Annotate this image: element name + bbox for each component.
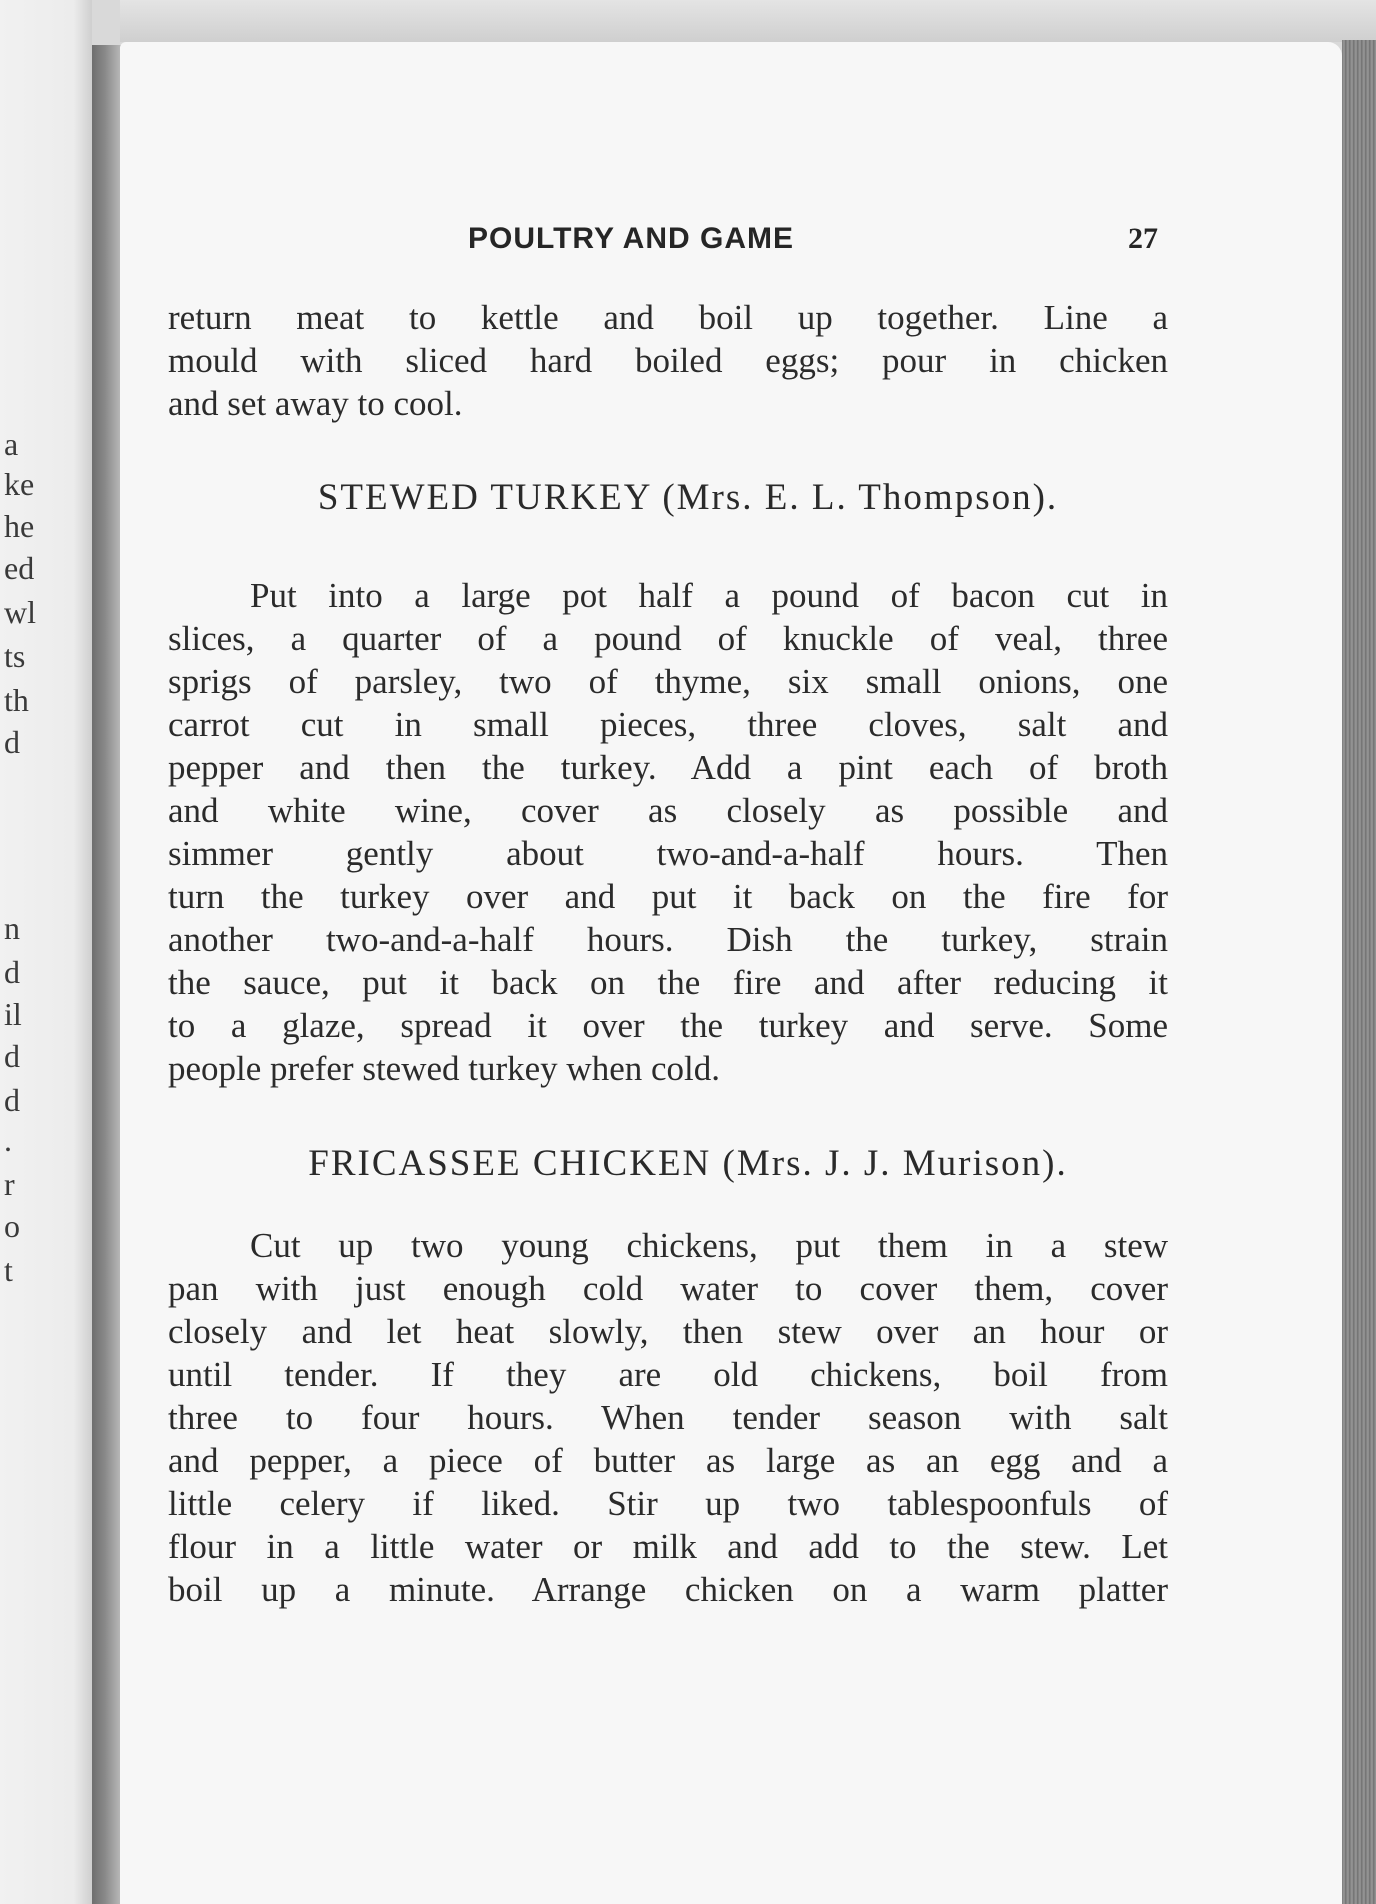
fragment: ke — [4, 466, 35, 502]
fragment: n — [4, 910, 20, 946]
previous-page-text-fragments — [0, 0, 92, 1904]
text-line: return meat to kettle and boil up together. Line a — [168, 298, 1168, 337]
text-line: to a glaze, spread it over the turkey and serve. Some — [168, 1006, 1168, 1045]
text-line: simmer gently about two-and-a-half hours. Then — [168, 834, 1168, 873]
stewed-turkey-paragraph — [168, 574, 1168, 1090]
text-line: the sauce, put it back on the fire and after reducing it — [168, 963, 1168, 1002]
fragment: r — [4, 1166, 15, 1202]
fragment: o — [4, 1208, 20, 1244]
stewed-turkey-heading: STEWED TURKEY (Mrs. E. L. Thompson). — [317, 477, 1059, 518]
book-fore-edge — [1342, 40, 1376, 1904]
text-line: three to four hours. When tender season with salt — [168, 1398, 1168, 1437]
text-line: Put into a large pot half a pound of bacon cut in — [250, 576, 1168, 615]
text-line: little celery if liked. Stir up two tablespoonfuls of — [168, 1484, 1168, 1523]
fragment: a — [4, 426, 19, 462]
running-head: POULTRY AND GAME — [468, 222, 795, 255]
text-line: pan with just enough cold water to cover them, cover — [168, 1269, 1168, 1308]
fragment: d — [4, 1082, 20, 1118]
fragment: th — [4, 682, 29, 718]
text-line: carrot cut in small pieces, three cloves, salt and — [168, 705, 1168, 744]
text-line: slices, a quarter of a pound of knuckle of veal, three — [168, 619, 1168, 658]
text-line: and white wine, cover as closely as possible and — [168, 791, 1168, 830]
fragment: ed — [4, 550, 35, 586]
intro-paragraph — [168, 296, 1168, 425]
fragment: d — [4, 724, 20, 760]
page-number: 27 — [1128, 222, 1158, 255]
text-line: and set away to cool. — [168, 384, 463, 423]
text-line: Cut up two young chickens, put them in a stew — [250, 1226, 1168, 1265]
fragment: wl — [4, 594, 36, 630]
fricassee-chicken-paragraph — [168, 1224, 1168, 1611]
text-line: another two-and-a-half hours. Dish the turkey, strain — [168, 920, 1168, 959]
text-line: flour in a little water or milk and add to the stew. Let — [168, 1527, 1168, 1566]
text-line: until tender. If they are old chickens, boil from — [168, 1355, 1168, 1394]
fragment: ts — [4, 638, 26, 674]
text-line: boil up a minute. Arrange chicken on a warm platter — [168, 1570, 1168, 1609]
text-line: sprigs of parsley, two of thyme, six small onions, one — [168, 662, 1168, 701]
fragment: d — [4, 1038, 20, 1074]
text-line: turn the turkey over and put it back on the fire for — [168, 877, 1168, 916]
text-line: pepper and then the turkey. Add a pint each of broth — [168, 748, 1168, 787]
fragment: . — [4, 1122, 12, 1158]
text-line: and pepper, a piece of butter as large as an egg and a — [168, 1441, 1168, 1480]
fragment: il — [4, 996, 22, 1032]
fragment: d — [4, 954, 20, 990]
book-top-edge — [120, 0, 1376, 42]
text-line: people prefer stewed turkey when cold. — [168, 1049, 721, 1088]
fricassee-chicken-heading: FRICASSEE CHICKEN (Mrs. J. J. Murison). — [308, 1143, 1068, 1184]
text-line: mould with sliced hard boiled eggs; pour in chicken — [168, 341, 1168, 380]
fragment: he — [4, 508, 35, 544]
fragment: t — [4, 1252, 13, 1288]
text-line: closely and let heat slowly, then stew over an hour or — [168, 1312, 1168, 1351]
